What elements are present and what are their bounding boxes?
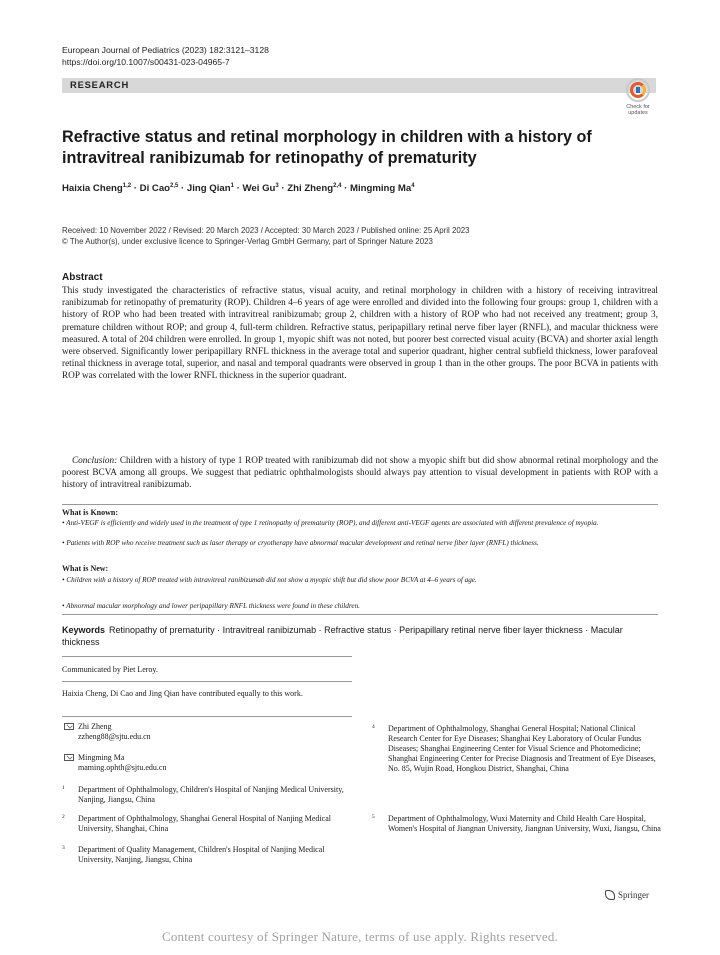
divider <box>62 681 352 682</box>
equal-contribution-note: Haixia Cheng, Di Cao and Jing Qian have contributed equally to this work. <box>62 689 303 698</box>
publisher-logo <box>605 890 649 900</box>
envelope-icon <box>64 723 74 730</box>
abstract-body: This study investigated the characteristics of refractive status, visual acuity, and retinal morphology in children with a history of receiving intravitreal ranibizumab for retinopathy of prematurity (ROP). Children 4–6 years of age were enrolled and divided into the following four groups: group 1, children with a history of ROP who had been treated with intravitreal ranibizumab; group 2, children with a history of ROP who had not received any treatment; group 3, premature children without ROP; and group 4, full-term children. Refractive status, peripapillary retinal nerve fiber layer (RNFL), and macular thickness were measured. A total of 204 children were enrolled. In group 1, myopic shift was not noted, but poorer best corrected visual acuity (BCVA) and shorter axial length were observed. Significantly lower peripapillary RNFL thickness in the average total and superior quadrant, higher central subfield thickness, lower parafoveal retinal thickness in average total, superior, and nasal and temporal quadrants were observed in group 1 than in the other groups. The poor BCVA in patients with ROP was correlated with the lower RNFL thickness in the superior quadrant. <box>62 286 658 382</box>
affiliation-number: 3 <box>62 845 65 851</box>
author-separator: · <box>278 183 288 195</box>
envelope-icon <box>64 754 74 761</box>
author-separator: · <box>131 183 140 195</box>
keywords-text: Retinopathy of prematurity · Intravitreal ranibizumab · Refractive status · Peripapillary retinal nerve fiber layer thickness · Macular thickness <box>62 625 623 647</box>
article-title: Refractive status and retinal morphology in children with a history of intravitreal ranibizumab for retinopathy of prematurity <box>62 128 592 167</box>
affiliation-text: Department of Ophthalmology, Wuxi Maternity and Child Health Care Hospital, Women's Hospital of Jiangnan University, Jiangnan University, Wuxi, Jiangsu, China <box>388 814 661 833</box>
author-name[interactable]: Jing Qian <box>186 183 231 195</box>
author-name[interactable]: Di Cao <box>139 183 171 195</box>
publisher-name: Springer <box>618 890 649 900</box>
author-list <box>62 183 415 194</box>
check-for-updates-badge[interactable] <box>621 78 655 118</box>
section-label: RESEARCH <box>70 79 130 90</box>
journal-citation: European Journal of Pediatrics (2023) 182:3121–3128 <box>62 45 269 55</box>
check-for-updates-label: Check for updates <box>626 104 650 116</box>
affiliation-text: Department of Ophthalmology, Shanghai General Hospital; National Clinical Research Center for Eye Diseases; Shanghai Key Laboratory of Ocular Fundus Diseases; Shanghai Engineering Center for Visual Science and Photomedicine; Shanghai Engineering Center for Precise Diagnosis and Treatment of Eye Diseases, No. 85, Wujin Road, Hongkou District, Shanghai, China <box>388 724 656 773</box>
known-item: • Anti-VEGF is efficiently and widely used in the treatment of type 1 retinopathy of prematurity (ROP), and different anti-VEGF agents are associated with different prevalence of myopia. <box>62 519 599 527</box>
author-name[interactable]: Zhi Zheng <box>287 183 334 195</box>
affiliation-number: 1 <box>62 785 65 791</box>
crossmark-icon <box>626 78 650 102</box>
divider <box>62 656 352 657</box>
author-affiliation-marker: 1,2 <box>122 183 132 189</box>
conclusion-label: Conclusion: <box>72 456 118 466</box>
corresponding-name: Mingming Ma <box>78 753 125 762</box>
journal-header <box>62 44 269 68</box>
communicated-by: Communicated by Piet Leroy. <box>62 665 158 674</box>
new-item: • Children with a history of ROP treated with intravitreal ranibizumab did not show a myopic shift but did show poor BCVA at 4–6 years of age. <box>62 576 477 584</box>
author-separator: · <box>341 183 350 195</box>
author-separator: · <box>178 183 187 195</box>
keywords-label: Keywords <box>62 625 106 635</box>
known-item: • Patients with ROP who receive treatment such as laser therapy or cryotherapy have abnormal macular development and retinal nerve fiber layer (RNFL) thickness. <box>62 539 539 547</box>
divider <box>62 504 658 505</box>
corresponding-email[interactable]: maming.ophth@sjtu.edu.cn <box>78 763 167 772</box>
affiliation-number: 2 <box>62 814 65 820</box>
corresponding-name: Zhi Zheng <box>78 722 112 731</box>
affiliation <box>372 814 662 834</box>
keywords <box>62 624 658 648</box>
author-affiliation-marker: 3 <box>275 183 279 189</box>
copyright-line: © The Author(s), under exclusive licence to Springer-Verlag GmbH Germany, part of Springer Nature 2023 <box>62 237 433 246</box>
abstract-heading: Abstract <box>62 272 103 283</box>
corresponding-author <box>62 753 352 773</box>
conclusion-text: Children with a history of type 1 ROP treated with ranibizumab did not show a myopic shift but did show abnormal retinal morphology and the poorest BCVA among all groups. We suggest that pediatric ophthalmologists should always pay attention to visual development in patients with ROP with a history of intravitreal ranibizumab. <box>62 456 659 491</box>
publication-dates: Received: 10 November 2022 / Revised: 20 March 2023 / Accepted: 30 March 2023 / Published online: 25 April 2023 <box>62 226 470 235</box>
courtesy-watermark: Content courtesy of Springer Nature, terms of use apply. Rights reserved. <box>161 929 559 944</box>
corresponding-author <box>62 722 352 742</box>
new-item: • Abnormal macular morphology and lower peripapillary RNFL thickness were found in these children. <box>62 602 360 610</box>
author-affiliation-marker: 2,4 <box>333 183 342 189</box>
affiliation <box>62 845 352 865</box>
author-separator: · <box>233 183 243 195</box>
what-is-new-heading: What is New: <box>62 564 109 573</box>
article-history <box>62 225 662 247</box>
author-affiliation-marker: 1 <box>230 183 234 189</box>
section-label-bar <box>62 78 656 93</box>
author-name[interactable]: Mingming Ma <box>349 183 412 195</box>
affiliation <box>372 724 662 774</box>
affiliation-number: 5 <box>372 814 375 820</box>
abstract-conclusion <box>62 455 658 492</box>
affiliation <box>62 814 352 834</box>
author-name[interactable]: Haixia Cheng <box>62 183 123 195</box>
author-affiliation-marker: 4 <box>411 183 415 189</box>
doi-link[interactable]: https://doi.org/10.1007/s00431-023-04965-7 <box>62 57 230 67</box>
divider <box>62 716 352 717</box>
springer-horse-icon <box>605 890 615 900</box>
affiliation-text: Department of Ophthalmology, Shanghai General Hospital of Nanjing Medical University, Shanghai, China <box>78 814 331 833</box>
affiliation-text: Department of Quality Management, Children's Hospital of Nanjing Medical University, Nanjing, Jiangsu, China <box>78 845 325 864</box>
what-is-known-heading: What is Known: <box>62 508 119 517</box>
corresponding-email[interactable]: zzheng88@sjtu.edu.cn <box>78 732 151 741</box>
affiliation-text: Department of Ophthalmology, Children's Hospital of Nanjing Medical University, Nanjing, Jiangsu, China <box>78 785 344 804</box>
affiliation-number: 4 <box>372 724 375 730</box>
author-affiliation-marker: 2,5 <box>170 183 179 189</box>
divider <box>62 614 658 615</box>
affiliation <box>62 785 352 805</box>
author-name[interactable]: Wei Gu <box>242 183 276 195</box>
